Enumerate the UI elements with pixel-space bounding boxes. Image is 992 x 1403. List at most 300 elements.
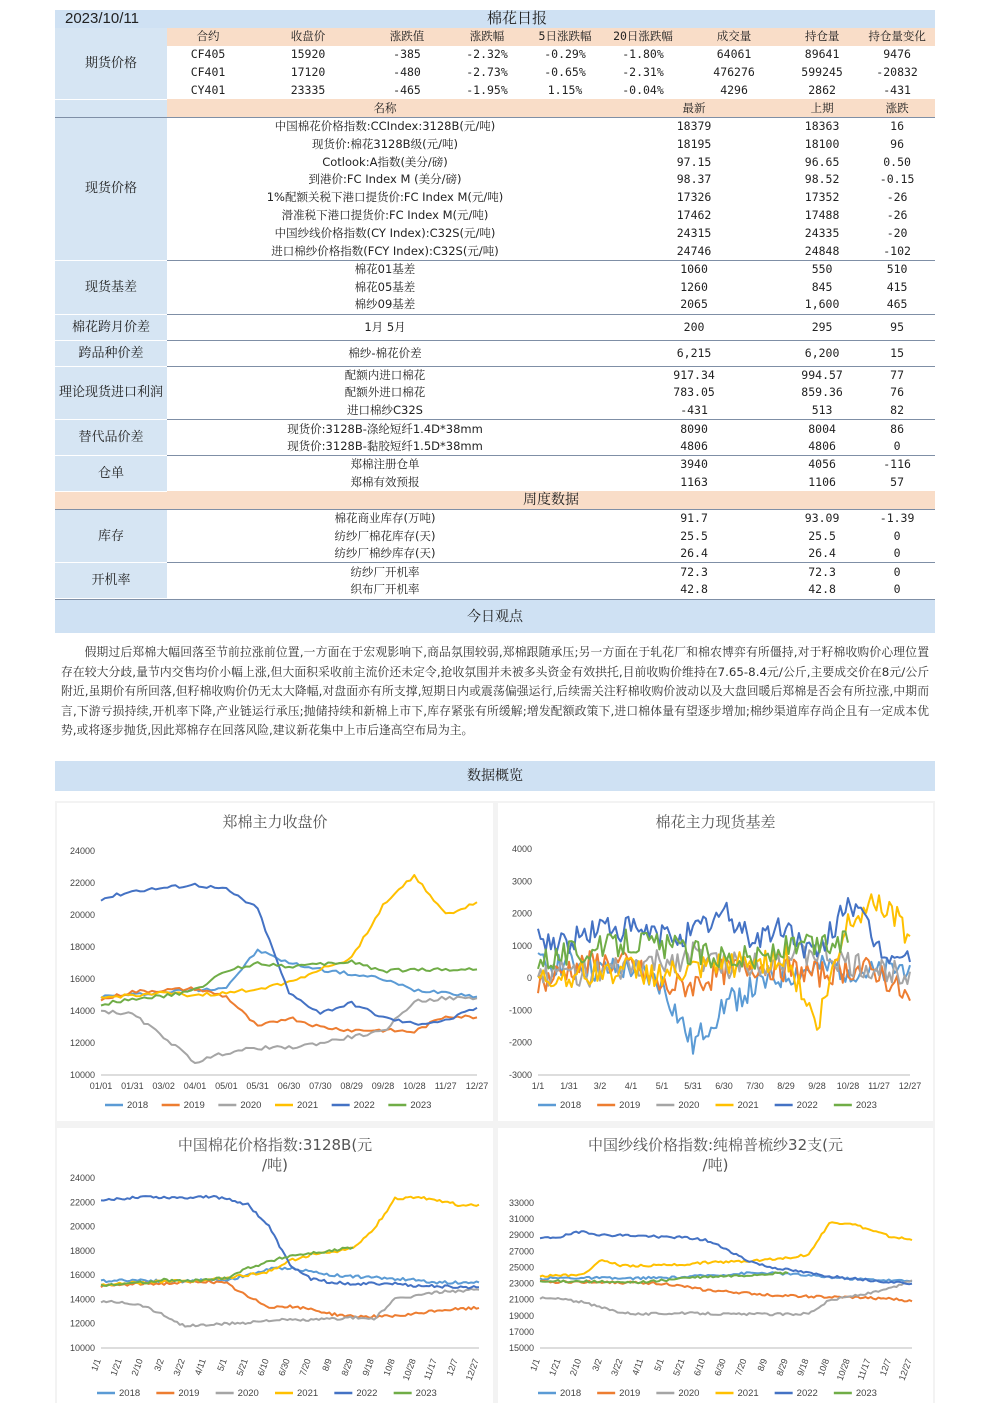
item-latest: 783.05: [673, 385, 715, 400]
legend-label: 2022: [796, 1100, 818, 1111]
legend-label: 2019: [619, 1388, 641, 1399]
chart-svg: [498, 803, 933, 1121]
item-name: 现货价:3128B-黏胶短纤1.5D*38mm: [287, 438, 483, 453]
section-4-label: 理论现货进口利润: [55, 366, 167, 420]
section-6-row: [55, 456, 935, 474]
x-tick-label: 10/28: [403, 1081, 426, 1091]
legend-label: 2021: [297, 1100, 319, 1111]
item-prev: 24848: [804, 243, 840, 258]
weekly-title-row: [55, 491, 935, 509]
item-change: -1.39: [859, 509, 935, 527]
report-date: 2023/10/11: [55, 10, 249, 28]
legend-label: 2023: [855, 1388, 877, 1399]
item-change: 15: [859, 340, 935, 366]
legend-label: 2022: [353, 1100, 375, 1111]
y-tick-label: 25000: [508, 1262, 534, 1273]
item-prev: 513: [811, 403, 833, 418]
item-latest: 25.5: [680, 528, 708, 543]
report-table-body: [55, 10, 935, 599]
y-tick-label: 10000: [69, 1343, 95, 1353]
series-line-2021: [101, 1197, 479, 1286]
legend-label: 2023: [415, 1388, 437, 1399]
item-latest: 200: [603, 314, 785, 340]
futures-cell: -431: [883, 83, 911, 97]
item-latest: 42.8: [680, 582, 708, 597]
y-tick-label: 18000: [69, 942, 95, 952]
item-prev: 6,200: [785, 340, 859, 366]
item-change: 510: [859, 260, 935, 278]
x-tick-label: 5/21: [234, 1357, 250, 1378]
y-tick-label: 0: [526, 973, 532, 984]
spot-header-blank: [55, 99, 167, 117]
spot-header-latest: 最新: [603, 99, 785, 117]
section-5-label: 替代品价差: [55, 420, 167, 456]
chart-cotton-basis: [498, 803, 933, 1121]
item-prev: 859.36: [801, 385, 843, 400]
item-prev: 42.8: [808, 582, 836, 597]
legend-label: 2021: [737, 1388, 759, 1399]
futures-cell: 23335: [290, 83, 326, 97]
chart-title: 中国棉花价格指数:3128B(元/吨): [177, 1136, 373, 1174]
y-tick-label: 10000: [69, 1070, 95, 1080]
x-tick-label: 5/1: [655, 1081, 669, 1091]
x-tick-label: 10/8: [815, 1357, 832, 1378]
chart-svg: [498, 1128, 933, 1403]
y-tick-label: 22000: [69, 1197, 95, 1208]
x-tick-label: 6/10: [691, 1357, 708, 1378]
y-tick-label: 23000: [508, 1278, 534, 1289]
x-tick-label: 12/27: [465, 1081, 489, 1091]
spot-header-name: 名称: [167, 99, 603, 117]
item-latest: 917.34: [603, 366, 785, 384]
futures-cell: -0.29%: [544, 47, 586, 62]
item-prev: 845: [811, 279, 833, 294]
x-tick-label: 7/20: [733, 1357, 749, 1378]
futures-cell: 2862: [808, 83, 836, 97]
y-tick-label: 4000: [511, 844, 532, 854]
x-tick-label: 5/31: [684, 1081, 702, 1091]
chart-cc-index-3128b: [57, 1128, 493, 1403]
item-prev: 17488: [804, 208, 840, 223]
futures-col-header: 涨跌值: [367, 28, 447, 46]
section-6-row: [55, 473, 935, 491]
item-latest: 1060: [603, 260, 785, 278]
x-tick-label: 08/29: [340, 1081, 363, 1091]
chart-title: 中国纱线价格指数:纯棉普梳纱32支(元/吨): [588, 1136, 843, 1174]
item-latest: 3940: [603, 456, 785, 474]
weekly-section-1-row: [55, 563, 935, 581]
y-tick-label: 20000: [69, 1221, 95, 1232]
futures-cell: -2.31%: [622, 65, 664, 80]
weekly-section-1-label: 开机率: [55, 563, 167, 599]
item-change: 96: [890, 136, 904, 151]
item-latest: 8090: [603, 420, 785, 438]
item-name: 到港价:FC Index M (美分/磅): [308, 172, 462, 187]
futures-col-header: 5日涨跌幅: [527, 28, 603, 46]
item-change: 0.50: [883, 154, 911, 169]
item-change: -26: [886, 190, 908, 205]
x-tick-label: 7/30: [746, 1081, 764, 1091]
weekly-section-0-label: 库存: [55, 509, 167, 563]
x-tick-label: 07/30: [309, 1081, 332, 1091]
legend-label: 2019: [183, 1100, 205, 1111]
futures-row: [55, 82, 935, 100]
legend-label: 2021: [737, 1100, 759, 1111]
x-tick-label: 11/17: [422, 1357, 439, 1382]
item-prev: 295: [785, 314, 859, 340]
x-tick-label: 5/1: [652, 1357, 666, 1373]
series-line-2021: [101, 875, 477, 998]
x-tick-label: 05/31: [246, 1081, 269, 1091]
item-latest: 6,215: [603, 340, 785, 366]
y-tick-label: 19000: [508, 1310, 534, 1321]
futures-cell: 476276: [713, 65, 755, 80]
y-tick-label: -3000: [508, 1070, 532, 1080]
item-change: -102: [883, 243, 911, 258]
charts-area: [55, 801, 935, 1403]
x-tick-label: 9/18: [795, 1357, 811, 1378]
weekly-section-0-row: [55, 527, 935, 545]
y-tick-label: 24000: [69, 1173, 95, 1183]
x-tick-label: 11/27: [868, 1081, 890, 1091]
x-tick-label: 11/17: [855, 1357, 873, 1382]
item-change: -26: [886, 208, 908, 223]
item-latest: 1260: [680, 279, 708, 294]
y-tick-label: 2000: [511, 908, 532, 919]
item-name: 棉纱-棉花价差: [167, 340, 603, 366]
y-tick-label: 21000: [508, 1294, 534, 1305]
section-1-row: [55, 296, 935, 314]
x-tick-label: 3/2: [152, 1357, 166, 1373]
item-name: 棉花商业库存(万吨): [167, 509, 603, 527]
x-tick-label: 4/11: [630, 1357, 646, 1377]
item-prev: 25.5: [808, 528, 836, 543]
y-tick-label: 1000: [511, 940, 532, 951]
item-name: 织布厂开机率: [350, 582, 420, 597]
x-tick-label: 6/30: [715, 1081, 733, 1091]
item-change: 415: [886, 279, 908, 294]
item-change: 86: [859, 420, 935, 438]
item-prev: 96.65: [804, 154, 840, 169]
legend-label: 2019: [619, 1100, 641, 1111]
legend-label: 2022: [356, 1388, 378, 1399]
chart-svg: [57, 803, 493, 1121]
item-change: 57: [890, 474, 904, 489]
futures-cell: CY401: [190, 83, 226, 97]
chart-title: 棉花主力现货基差: [655, 813, 776, 831]
legend-label: 2021: [297, 1388, 319, 1399]
item-change: -20: [886, 226, 908, 241]
futures-cell: -2.32%: [466, 47, 508, 62]
y-tick-label: 16000: [69, 974, 95, 984]
futures-col-header: 20日涨跌幅: [603, 28, 683, 46]
series-line-2020: [540, 1280, 912, 1315]
item-name: 现货价:3128B-涤纶短纤1.4D*38mm: [167, 420, 603, 438]
x-tick-label: 8/29: [777, 1081, 795, 1091]
section-0-row: [55, 225, 935, 243]
section-5-row: [55, 438, 935, 456]
chart-cy-index-c32s: [498, 1128, 933, 1403]
section-1-label: 现货基差: [55, 260, 167, 314]
legend-label: 2019: [178, 1388, 200, 1399]
item-latest: 2065: [680, 297, 708, 312]
item-name: 棉花01基差: [167, 260, 603, 278]
item-name: 中国棉花价格指数:CCIndex:3128B(元/吨): [167, 117, 603, 135]
section-6-label: 仓单: [55, 456, 167, 492]
item-change: 76: [890, 385, 904, 400]
item-latest: 91.7: [603, 509, 785, 527]
item-prev: 4806: [808, 438, 836, 453]
legend-label: 2022: [796, 1388, 818, 1399]
futures-header-row: [55, 28, 935, 46]
report-title: 棉花日报: [249, 10, 785, 28]
y-tick-label: 12000: [69, 1038, 95, 1048]
x-tick-label: 3/22: [609, 1357, 625, 1378]
item-prev: 1106: [808, 474, 836, 489]
item-name: 中国纱线价格指数(CY Index):C32S(元/吨): [274, 226, 496, 241]
futures-cell: 1.15%: [547, 83, 583, 97]
section-4-row: [55, 384, 935, 402]
legend-label: 2020: [678, 1388, 700, 1399]
y-tick-label: 22000: [69, 878, 95, 888]
y-tick-label: 14000: [69, 1294, 95, 1305]
futures-cell: -1.95%: [466, 83, 508, 97]
item-change: -0.15: [879, 172, 915, 187]
section-2-label: 棉花跨月价差: [55, 314, 167, 340]
x-tick-label: 06/30: [277, 1081, 301, 1091]
x-tick-label: 10/28: [400, 1357, 418, 1382]
section-0-row: [55, 189, 935, 207]
x-tick-label: 7/20: [297, 1357, 313, 1378]
x-tick-label: 3/2: [593, 1081, 607, 1091]
item-prev: 1,600: [804, 297, 840, 312]
item-latest: 1163: [680, 474, 708, 489]
x-tick-label: 01/31: [121, 1081, 144, 1091]
spot-header-prev: 上期: [785, 99, 859, 117]
section-0-row: [55, 135, 935, 153]
futures-label: 期货价格: [55, 28, 167, 100]
item-change: -116: [859, 456, 935, 474]
item-prev: 26.4: [808, 546, 836, 561]
series-line-2020: [101, 1289, 479, 1327]
section-3-row: [55, 340, 935, 366]
item-name: 配额外进口棉花: [344, 385, 426, 400]
weekly-blank: [55, 491, 167, 509]
item-change: 0: [893, 528, 901, 543]
futures-col-header: 涨跌幅: [447, 28, 527, 46]
chart-title: 郑棉主力收盘价: [222, 813, 328, 831]
futures-cell: 64061: [716, 47, 752, 62]
legend-label: 2018: [119, 1388, 141, 1399]
x-tick-label: 10/28: [834, 1357, 852, 1382]
item-name: 纺纱厂棉花库存(天): [334, 528, 436, 543]
y-tick-label: 18000: [69, 1245, 95, 1256]
item-prev: 18100: [804, 136, 840, 151]
futures-cell: -2.73%: [466, 65, 508, 80]
chart-zhengmian-close: [57, 803, 493, 1121]
item-prev: 550: [785, 260, 859, 278]
section-2-row: [55, 314, 935, 340]
futures-col-header: 收盘价: [249, 28, 367, 46]
item-name: 郑棉注册仓单: [167, 456, 603, 474]
item-prev: 8004: [785, 420, 859, 438]
y-tick-label: 16000: [69, 1270, 95, 1281]
x-tick-label: 1/1: [528, 1357, 542, 1373]
futures-cell: 4296: [720, 83, 748, 97]
x-tick-label: 11/27: [434, 1081, 457, 1091]
y-tick-label: 14000: [69, 1006, 95, 1016]
x-tick-label: 12/27: [463, 1357, 481, 1382]
futures-col-header: 合约: [167, 28, 249, 46]
x-tick-label: 8/9: [755, 1357, 770, 1373]
legend-label: 2020: [237, 1388, 259, 1399]
item-prev: 93.09: [785, 509, 859, 527]
x-tick-label: 3/22: [171, 1357, 187, 1378]
series-line-2022: [101, 1196, 479, 1289]
series-line-2019: [540, 1281, 912, 1302]
futures-col-header: 持仓量变化: [859, 28, 935, 46]
item-name: 现货价:棉花3128B级(元/吨): [312, 136, 458, 151]
legend-label: 2023: [855, 1100, 877, 1111]
y-tick-label: -2000: [508, 1037, 532, 1048]
item-latest: 72.3: [603, 563, 785, 581]
spot-header-row: [55, 99, 935, 117]
item-change: 0: [893, 546, 901, 561]
item-prev: 17352: [804, 190, 840, 205]
section-3-label: 跨品种价差: [55, 340, 167, 366]
y-tick-label: 17000: [508, 1326, 534, 1337]
series-line-2020: [101, 997, 477, 1063]
item-change: 0: [893, 582, 901, 597]
x-tick-label: 4/1: [624, 1081, 638, 1091]
item-change: 16: [859, 117, 935, 135]
item-name: 棉纱09基差: [354, 297, 416, 312]
futures-cell: -465: [393, 83, 421, 97]
weekly-section-1-row: [55, 581, 935, 599]
legend-label: 2020: [240, 1100, 262, 1111]
futures-row: [55, 46, 935, 64]
series-line-2023: [101, 960, 477, 1005]
x-tick-label: 05/01: [215, 1081, 238, 1091]
futures-cell: 9476: [883, 47, 911, 62]
section-4-row: [55, 366, 935, 384]
futures-cell: CF401: [190, 65, 226, 80]
weekly-title: 周度数据: [167, 491, 935, 509]
futures-cell: 599245: [801, 65, 843, 80]
item-latest: 24746: [676, 243, 712, 258]
futures-cell: 17120: [290, 65, 326, 80]
x-tick-label: 10/28: [836, 1081, 860, 1091]
item-latest: 24315: [676, 226, 712, 241]
item-prev: 18363: [785, 117, 859, 135]
today-view-header: 今日观点: [55, 599, 935, 633]
section-0-row: [55, 171, 935, 189]
item-latest: 18379: [603, 117, 785, 135]
item-name: 1%配额关税下港口提货价:FC Index M(元/吨): [266, 190, 504, 205]
section-0-label: 现货价格: [55, 117, 167, 260]
futures-cell: -0.04%: [622, 83, 664, 97]
x-tick-label: 9/28: [808, 1081, 826, 1091]
y-tick-label: 33000: [508, 1198, 534, 1208]
item-latest: 17462: [676, 208, 712, 223]
weekly-section-0-row: [55, 545, 935, 563]
futures-cell: 89641: [804, 47, 840, 62]
item-prev: 98.52: [804, 172, 840, 187]
x-tick-label: 12/27: [898, 1081, 922, 1091]
y-tick-label: 12000: [69, 1318, 95, 1329]
item-name: 进口棉纱C32S: [347, 403, 423, 418]
x-tick-label: 8/29: [774, 1357, 790, 1378]
x-tick-label: 5/21: [671, 1357, 687, 1378]
x-tick-label: 01/01: [89, 1081, 113, 1091]
x-tick-label: 12/27: [896, 1357, 914, 1382]
y-tick-label: 27000: [508, 1246, 534, 1257]
item-prev: 994.57: [785, 366, 859, 384]
x-tick-label: 6/30: [712, 1357, 728, 1378]
item-name: 纺纱厂棉纱库存(天): [334, 546, 436, 561]
y-tick-label: 15000: [508, 1343, 534, 1353]
x-tick-label: 2/10: [129, 1357, 145, 1378]
legend-label: 2018: [127, 1100, 149, 1111]
y-tick-label: 20000: [69, 910, 95, 920]
x-tick-label: 9/18: [360, 1357, 376, 1378]
x-tick-label: 2/10: [567, 1357, 584, 1378]
x-tick-label: 09/28: [371, 1081, 395, 1091]
item-latest: 26.4: [680, 546, 708, 561]
x-tick-label: 1/21: [108, 1357, 124, 1378]
chart-svg: [57, 1128, 493, 1403]
section-0-row: [55, 153, 935, 171]
item-prev: 4056: [785, 456, 859, 474]
x-tick-label: 1/21: [547, 1357, 563, 1378]
x-tick-label: 10/8: [381, 1357, 397, 1378]
x-tick-label: 12/7: [877, 1357, 894, 1378]
x-tick-label: 03/02: [152, 1081, 175, 1091]
x-tick-label: 1/1: [531, 1081, 545, 1091]
weekly-section-0-row: [55, 509, 935, 527]
futures-cell: -385: [393, 47, 421, 62]
item-name: 纺纱厂开机率: [167, 563, 603, 581]
futures-cell: -480: [393, 65, 421, 80]
item-prev: 72.3: [785, 563, 859, 581]
series-line-2022: [101, 884, 477, 1025]
item-name: 进口棉纱价格指数(FCY Index):C32S(元/吨): [271, 243, 499, 258]
futures-cell: -20832: [876, 65, 918, 80]
item-change: 95: [859, 314, 935, 340]
item-latest: 17326: [676, 190, 712, 205]
item-name: 配额内进口棉花: [167, 366, 603, 384]
item-change: 465: [886, 297, 908, 312]
futures-cell: 15920: [290, 47, 326, 62]
x-tick-label: 5/1: [215, 1357, 229, 1373]
x-tick-label: 1/1: [89, 1357, 103, 1373]
spot-header-change: 涨跌: [859, 99, 935, 117]
item-latest: -431: [680, 403, 708, 418]
legend-label: 2020: [678, 1100, 700, 1111]
section-0-row: [55, 207, 935, 225]
item-prev: 24335: [804, 226, 840, 241]
cotton-daily-report: [55, 10, 935, 791]
item-latest: 97.15: [676, 154, 712, 169]
x-tick-label: 6/10: [255, 1357, 271, 1378]
legend-label: 2018: [560, 1100, 582, 1111]
y-tick-label: 24000: [69, 846, 95, 856]
x-tick-label: 8/9: [320, 1357, 334, 1373]
report-table: [55, 10, 935, 599]
today-view-text: 假期过后郑棉大幅回落至节前拉涨前位置,一方面在于宏观影响下,商品氛围较弱,郑棉跟随承压;另一方面在于轧花厂和棉农博弈有所僵持,对于籽棉收购价心理位置存在较大分歧,量节内交售均价小幅上涨,但大面积采收前主流价还未定令,抢收氛围并未被多头资金有效拱托,目前收购价维持在7.65-8.4元/公斤,主要成交价在8元/公斤附近,虽期价有所回落,但籽棉收购价仍无太大降幅,对盘面亦有所支撑,短期日内或震荡偏强运行,后续需关注籽棉收购价波动以及大盘回暖后郑棉是否会有所拉涨,中期而言,下游亏损持续,开机率下降,产业链运行承压;抛储持续和新棉上市下,库存紧张有所缓解;增发配额政策下,进口棉体量有望逐步增加;棉纱渠道库存尚企且有一定成本优势,或将逐步抛货,因此郑棉存在回落风险,建议新花集中上市后逢高空布局为主。: [61, 645, 929, 738]
section-5-row: [55, 420, 935, 438]
x-tick-label: 4/11: [192, 1357, 208, 1377]
